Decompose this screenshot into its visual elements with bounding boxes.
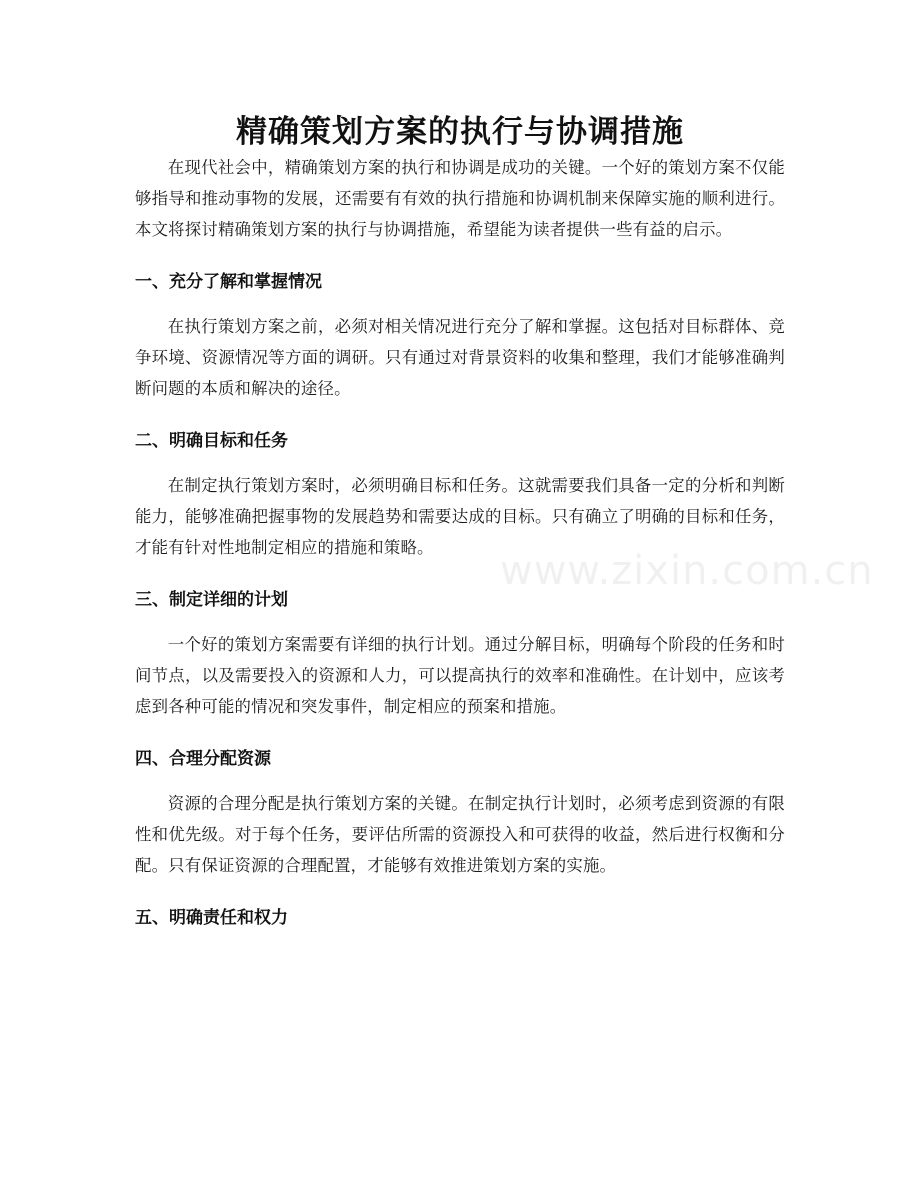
section-4 <box>135 746 785 881</box>
section-heading: 四、合理分配资源 <box>135 749 271 769</box>
section-2 <box>135 428 785 563</box>
section-heading: 一、充分了解和掌握情况 <box>135 272 322 292</box>
section-paragraph: 资源的合理分配是执行策划方案的关键。在制定执行计划时，必须考虑到资源的有限性和优先级。对于每个任务，要评估所需的资源投入和可获得的收益，然后进行权衡和分配。只有保证资源的合理配置，才能够有效推进策划方案的实施。 <box>135 794 785 875</box>
section-paragraph: 在执行策划方案之前，必须对相关情况进行充分了解和掌握。这包括对目标群体、竞争环境、资源情况等方面的调研。只有通过对背景资料的收集和整理，我们才能够准确判断问题的本质和解决的途径。 <box>135 317 785 398</box>
section-3 <box>135 587 785 722</box>
section-paragraph: 在制定执行策划方案时，必须明确目标和任务。这就需要我们具备一定的分析和判断能力，能够准确把握事物的发展趋势和需要达成的目标。只有确立了明确的目标和任务，才能有针对性地制定相应的措施和策略。 <box>135 476 785 557</box>
section-5 <box>135 905 785 931</box>
watermark: www.zixin.com.cn <box>500 548 874 594</box>
section-heading: 三、制定详细的计划 <box>135 590 288 610</box>
section-1 <box>135 269 785 404</box>
section-paragraph: 一个好的策划方案需要有详细的执行计划。通过分解目标，明确每个阶段的任务和时间节点，以及需要投入的资源和人力，可以提高执行的效率和准确性。在计划中，应该考虑到各种可能的情况和突发事件，制定相应的预案和措施。 <box>135 635 785 716</box>
document-title: 精确策划方案的执行与协调措施 <box>236 114 684 150</box>
intro-paragraph: 在现代社会中，精确策划方案的执行和协调是成功的关键。一个好的策划方案不仅能够指导和推动事物的发展，还需要有有效的执行措施和协调机制来保障实施的顺利进行。本文将探讨精确策划方案的执行与协调措施，希望能为读者提供一些有益的启示。 <box>135 158 785 239</box>
section-heading: 二、明确目标和任务 <box>135 431 288 451</box>
section-heading: 五、明确责任和权力 <box>135 908 288 928</box>
